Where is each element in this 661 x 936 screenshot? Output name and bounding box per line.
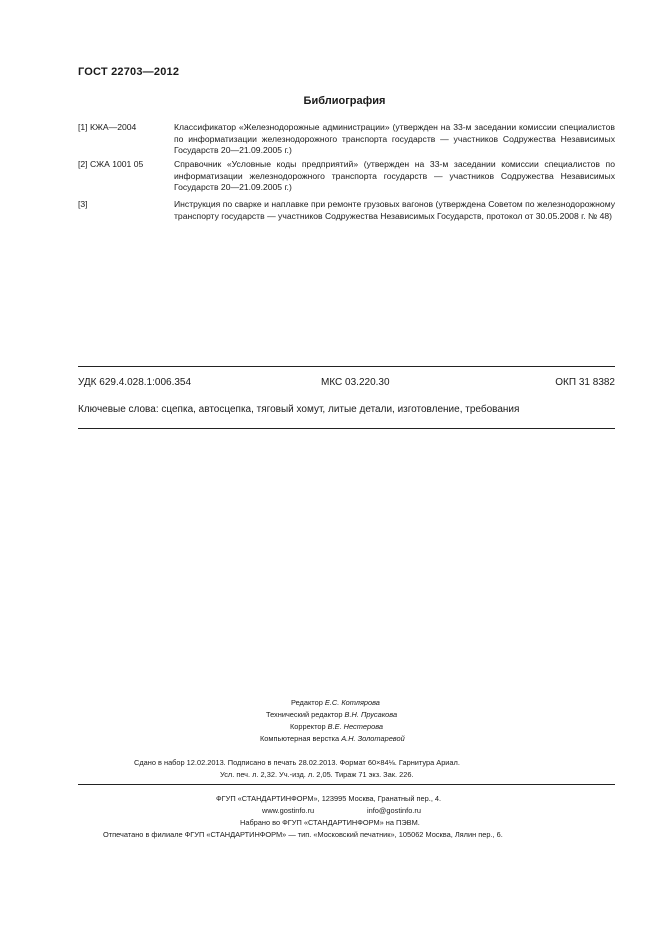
okp-code: ОКП 31 8382 xyxy=(555,377,615,388)
standard-header: ГОСТ 22703—2012 xyxy=(78,66,180,78)
bibliography-code: [1] КЖА—2004 xyxy=(78,122,137,132)
corrector-name: В.Е. Нестерова xyxy=(327,722,384,731)
bibliography-text: Инструкция по сварке и наплавке при ремонте грузовых вагонов (утверждена Советом по железнодорожному транспорту государств — участников Содружества Независимых Государств, протокол от 30.05.2008 г. № 48) xyxy=(174,199,615,221)
tech-editor-name: В.Н. Прусакова xyxy=(344,710,398,719)
layout-label: Компьютерная верстка xyxy=(260,734,340,743)
keywords: Ключевые слова: сцепка, автосцепка, тяговый хомут, литые детали, изготовление, требования xyxy=(78,404,520,415)
bibliography-item xyxy=(78,122,615,157)
divider-top xyxy=(78,366,615,367)
corrector-line xyxy=(290,721,383,733)
divider-publisher xyxy=(78,784,615,785)
bibliography-text: Справочник «Условные коды предприятий» (утвержден на 33-м заседании комиссии специалистов по информатизации железнодорожного транспорта государств — участников Содружества Независимых Государств 20—21.09.2005 г.) xyxy=(174,159,615,193)
editor-line xyxy=(291,697,380,709)
bibliography-code: [3] xyxy=(78,199,88,209)
publisher-address: ФГУП «СТАНДАРТИНФОРМ», 123995 Москва, Гранатный пер., 4. xyxy=(216,794,442,803)
tech-editor-line xyxy=(266,709,397,721)
print-info-line1: Сдано в набор 12.02.2013. Подписано в печать 28.02.2013. Формат 60×84⅛. Гарнитура Ариал. xyxy=(134,758,460,767)
layout-name: А.Н. Золотаревой xyxy=(341,734,405,743)
editor-name: Е.С. Котлярова xyxy=(324,698,380,707)
bibliography-item xyxy=(78,159,615,194)
publisher-typeset: Набрано во ФГУП «СТАНДАРТИНФОРМ» на ПЭВМ. xyxy=(240,818,420,827)
corrector-label: Корректор xyxy=(290,722,326,731)
divider-bottom xyxy=(78,428,615,429)
bibliography-code: [2] СЖА 1001 05 xyxy=(78,159,144,169)
mks-code: МКС 03.220.30 xyxy=(321,377,390,388)
udk-code: УДК 629.4.028.1:006.354 xyxy=(78,377,192,388)
editor-label: Редактор xyxy=(291,698,323,707)
publisher-email[interactable]: info@gostinfo.ru xyxy=(367,806,421,815)
bibliography-text: Классификатор «Железнодорожные администрации» (утвержден на 33-м заседании комиссии специалистов по информатизации железнодорожного транспорта государств — участников Содружества Независимых Государств 20—21.09.2005 г.) xyxy=(174,122,615,156)
publisher-printed: Отпечатано в филиале ФГУП «СТАНДАРТИНФОРМ» — тип. «Московский печатник», 105062 Москва, Лялин пер., 6. xyxy=(103,830,503,839)
print-info-line2: Усл. печ. л. 2,32. Уч.-изд. л. 2,05. Тираж 71 экз. Зак. 226. xyxy=(220,770,414,779)
bibliography-item xyxy=(78,199,615,222)
publisher-website[interactable]: www.gostinfo.ru xyxy=(262,806,315,815)
tech-editor-label: Технический редактор xyxy=(266,710,343,719)
layout-line xyxy=(260,733,405,745)
bibliography-title: Библиография xyxy=(303,95,386,107)
